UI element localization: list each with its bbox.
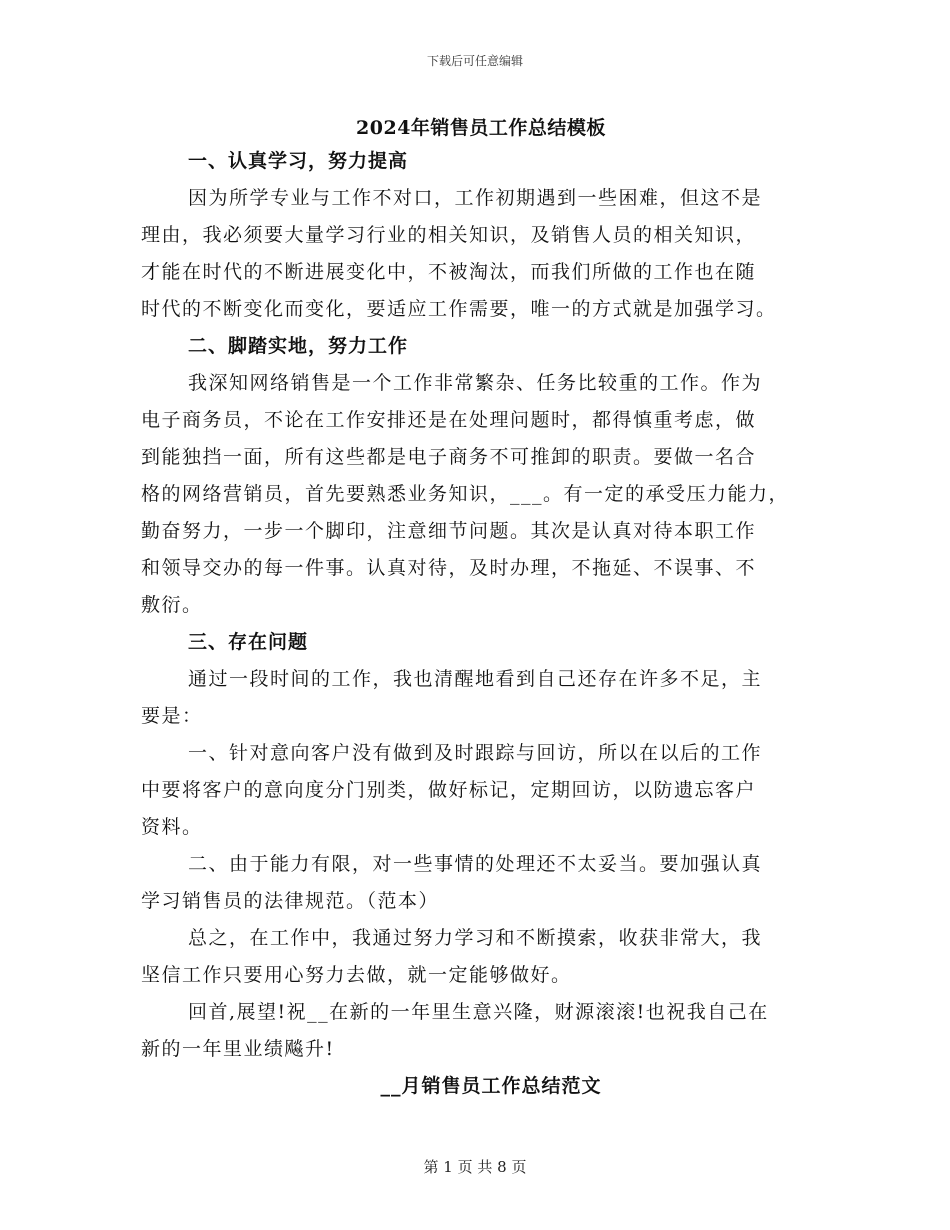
- paragraph: [141, 365, 821, 624]
- section-heading: 一、认真学习，努力提高: [188, 150, 409, 172]
- text-line: 理由，我必须要大量学习行业的相关知识，及销售人员的相关知识，: [141, 224, 757, 246]
- text-line: 勤奋努力，一步一个脚印，注意细节问题。其次是认真对待本职工作: [141, 520, 757, 542]
- text-line: 才能在时代的不断进展变化中，不被淘汰，而我们所做的工作也在随: [141, 261, 757, 283]
- text-line: 我深知网络销售是一个工作非常繁杂、任务比较重的工作。作为: [188, 372, 763, 394]
- section-heading: 三、存在问题: [188, 631, 309, 653]
- section-1: [141, 143, 821, 328]
- document-body: [141, 113, 821, 1105]
- paragraph: [141, 735, 821, 846]
- text-line: 新的一年里业绩飚升!: [141, 1038, 335, 1060]
- page-number: 第 1 页 共 8 页: [423, 1158, 527, 1176]
- section-heading: 二、脚踏实地，努力工作: [188, 335, 409, 357]
- text-line: 坚信工作只要用心努力去做，就一定能够做好。: [141, 964, 572, 986]
- text-line: 敷衍。: [141, 594, 203, 616]
- text-line: 通过一段时间的工作，我也清醒地看到自己还存在许多不足，主: [188, 668, 763, 690]
- text-line: 要是：: [141, 705, 203, 727]
- text-line: 和领导交办的每一件事。认真对待，及时办理，不拖延、不误事、不: [141, 557, 757, 579]
- text-line: 时代的不断变化而变化，要适应工作需要，唯一的方式就是加强学习。: [141, 298, 777, 320]
- page-header-note: 下载后可任意编辑: [426, 54, 523, 68]
- text-line: 回首,展望!祝__在新的一年里生意兴隆，财源滚滚!也祝我自己在: [188, 1001, 769, 1023]
- next-document-title: __月销售员工作总结范文: [380, 1075, 602, 1097]
- text-line: 学习销售员的法律规范。（范本）: [141, 890, 440, 912]
- document-title: 2024年销售员工作总结模板: [356, 117, 606, 139]
- text-line: 因为所学专业与工作不对口，工作初期遇到一些困难，但这不是: [188, 187, 763, 209]
- text-line: 二、由于能力有限，对一些事情的处理还不太妥当。要加强认真: [188, 853, 763, 875]
- text-line: 中要将客户的意向度分门别类，做好标记，定期回访，以防遗忘客户: [141, 779, 757, 801]
- paragraph: [141, 846, 821, 920]
- paragraph: [141, 994, 821, 1068]
- text-line: 总之，在工作中，我通过努力学习和不断摸索，收获非常大，我: [188, 927, 763, 949]
- text-line: 资料。: [141, 816, 203, 838]
- paragraph: [141, 920, 821, 994]
- section-2: [141, 328, 821, 624]
- text-line: 到能独挡一面，所有这些都是电子商务不可推卸的职责。要做一名合: [141, 446, 757, 468]
- paragraph: [141, 661, 821, 735]
- text-line: 电子商务员，不论在工作安排还是在处理问题时，都得慎重考虑，做: [141, 409, 757, 431]
- section-3: [141, 624, 821, 1068]
- text-line: 一、针对意向客户没有做到及时跟踪与回访，所以在以后的工作: [188, 742, 763, 764]
- text-line: 格的网络营销员，首先要熟悉业务知识，___。有一定的承受压力能力，: [141, 483, 790, 505]
- paragraph: [141, 180, 821, 328]
